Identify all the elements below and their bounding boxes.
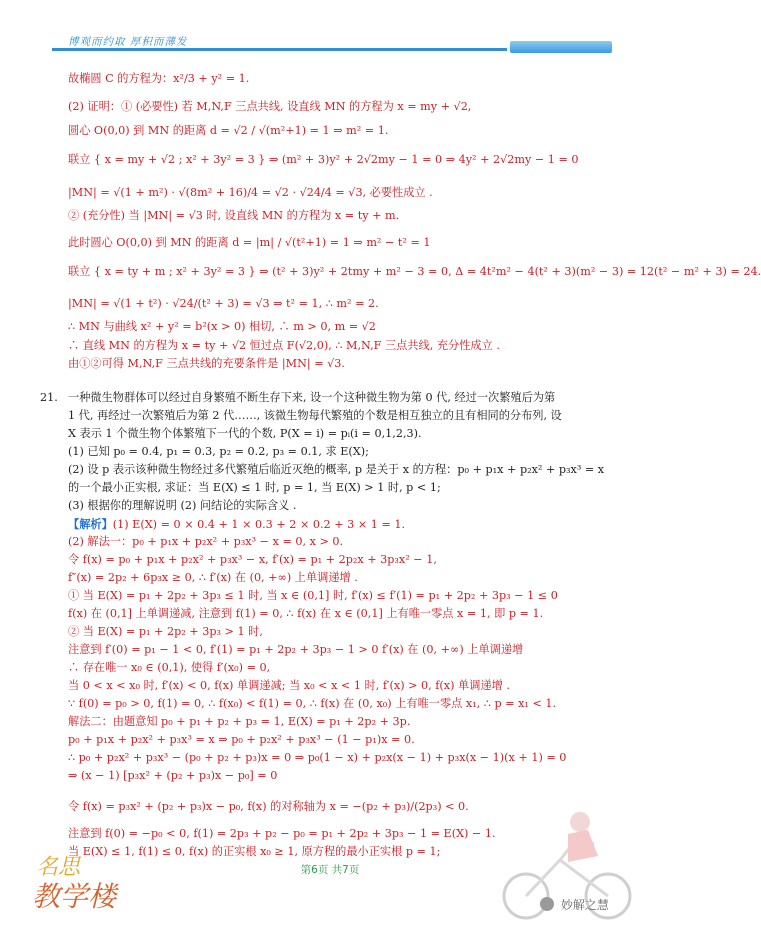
text-line-content: 1 代, 再经过一次繁殖后为第 2 代……, 该微生物每代繁殖的个数是相互独立的且有相同的分布列, 设	[68, 409, 562, 422]
text-line	[68, 265, 761, 279]
text-line-content: 一种微生物群体可以经过自身繁殖不断生存下来, 设一个这种微生物为第 0 代, 经过一次繁殖后为第	[68, 391, 556, 404]
text-line-content: |MN| = √(1 + t²) · √24/(t² + 3) = √3 ⇒ t² = 1, ∴ m² = 2.	[68, 297, 379, 310]
text-line	[68, 297, 588, 311]
analysis-tag: 【解析】	[68, 517, 113, 531]
text-line-content: 注意到 f(0) = −p₀ < 0, f(1) = 2p₃ + p₂ − p₀ = p₁ + 2p₂ + 3p₃ − 1 = E(X) − 1.	[68, 827, 496, 840]
text-line	[68, 607, 588, 621]
text-line	[68, 697, 588, 711]
text-line-content: (1) E(X) = 0 × 0.4 + 1 × 0.3 + 2 × 0.2 + 3 × 1 = 1.	[112, 518, 406, 531]
text-line-content: ② 当 E(X) = p₁ + 2p₂ + 3p₃ > 1 时,	[68, 625, 263, 638]
text-line	[68, 553, 588, 567]
text-line-content: 由①②可得 M,N,F 三点共线的充要条件是 |MN| = √3.	[68, 357, 345, 370]
text-line	[68, 499, 588, 513]
text-line-content: 联立 { x = ty + m ; x² + 3y² = 3 } ⇒ (t² + 3)y² + 2tmy + m² − 3 = 0, Δ = 4t²m² − 4(t² + 3)(m² − 3) = 12(t² − m² + 3) = 24.	[68, 265, 761, 278]
text-line-content: (2) 证明：① (必要性) 若 M,N,F 三点共线, 设直线 MN 的方程为 x = my + √2,	[68, 100, 472, 113]
text-line-content: (2) 设 p 表示该种微生物经过多代繁殖后临近灭绝的概率, p 是关于 x 的方程：p₀ + p₁x + p₂x² + p₃x³ = x	[68, 463, 605, 476]
text-line-content: 联立 { x = my + √2 ; x² + 3y² = 3 } ⇒ (m² + 3)y² + 2√2my − 1 = 0 ⇒ 4y² + 2√2my − 1 = 0	[68, 153, 579, 166]
text-line-content: f″(x) = 2p₂ + 6p₃x ≥ 0, ∴ f′(x) 在 (0, +∞) 上单调递增 .	[68, 571, 358, 584]
text-line	[68, 679, 588, 693]
text-line-content: |MN| = √(1 + m²) · √(8m² + 16)/4 = √2 · √24/4 = √3, 必要性成立 .	[68, 186, 433, 199]
text-line	[68, 535, 588, 549]
text-line	[68, 643, 588, 657]
text-line-content: ∴ MN 与曲线 x² + y² = b²(x > 0) 相切, ∴ m > 0, m = √2	[68, 320, 376, 333]
text-line	[68, 339, 588, 353]
text-line-content: 当 0 < x < x₀ 时, f′(x) < 0, f(x) 单调递减; 当 x₀ < x < 1 时, f′(x) > 0, f(x) 单调递增 .	[68, 679, 510, 692]
text-line	[68, 427, 588, 441]
text-line	[68, 661, 588, 675]
text-line-content: ∴ 存在唯一 x₀ ∈ (0,1), 使得 f′(x₀) = 0,	[68, 661, 271, 674]
text-line-content: (3) 根据你的理解说明 (2) 问结论的实际含义 .	[68, 499, 297, 512]
page-footer: 第6页 共7页	[300, 864, 360, 876]
question-number: 21.	[40, 391, 58, 404]
text-line-content: 令 f(x) = p₃x² + (p₂ + p₃)x − p₀, f(x) 的对称轴为 x = −(p₂ + p₃)/(2p₃) < 0.	[68, 800, 469, 813]
text-line-content: X 表示 1 个微生物个体繁殖下一代的个数, P(X = i) = pᵢ(i = 0,1,2,3).	[68, 427, 422, 440]
text-line-content: 注意到 f′(0) = p₁ − 1 < 0, f′(1) = p₁ + 2p₂ + 3p₃ − 1 > 0 f′(x) 在 (0, +∞) 上单调递增	[68, 643, 524, 656]
text-line-content: 此时圆心 O(0,0) 到 MN 的距离 d = |m| / √(t²+1) = 1 ⇒ m² − t² = 1	[68, 236, 431, 249]
text-line	[68, 751, 588, 765]
text-line	[68, 733, 588, 747]
text-line-content: 故椭圆 C 的方程为：x²/3 + y² = 1.	[68, 72, 250, 85]
text-line-content: ⇒ (x − 1) [p₃x² + (p₂ + p₃)x − p₀] = 0	[68, 769, 278, 782]
text-line	[68, 124, 588, 138]
text-line	[68, 100, 588, 114]
text-line	[68, 72, 588, 86]
text-line-content: 解法二：由题意知 p₀ + p₁ + p₂ + p₃ = 1, E(X) = p₁ + 2p₂ + 3p.	[68, 715, 411, 728]
text-line-content: ① 当 E(X) = p₁ + 2p₂ + 3p₃ ≤ 1 时, 当 x ∈ (0,1] 时, f′(x) ≤ f′(1) = p₁ + 2p₂ + 3p₃ − 1 ≤ 0	[68, 589, 558, 602]
page-header	[52, 34, 612, 48]
text-line	[68, 463, 605, 477]
text-line-content: p₀ + p₁x + p₂x² + p₃x³ = x ⇒ p₀ + p₂x² + p₃x³ − (1 − p₁)x = 0.	[68, 733, 415, 746]
text-line	[68, 481, 588, 495]
text-line	[68, 769, 588, 783]
text-line	[68, 391, 588, 405]
text-line-content: 当 E(X) ≤ 1, f(1) ≤ 0, f(x) 的正实根 x₀ ≥ 1, 原方程的最小正实根 p = 1;	[68, 845, 441, 858]
text-line	[68, 715, 588, 729]
header-slogan: 博观而约取 厚积而薄发	[68, 36, 188, 48]
header-decoration	[510, 41, 612, 53]
text-line-content: 令 f(x) = p₀ + p₁x + p₂x² + p₃x³ − x, f′(x) = p₁ + 2p₂x + 3p₃x² − 1,	[68, 553, 437, 566]
text-line	[68, 445, 588, 459]
wechat-icon	[540, 897, 554, 911]
text-line-content: (2) 解法一：p₀ + p₁x + p₂x² + p₃x³ − x = 0, x > 0.	[68, 535, 344, 548]
text-line-content: ∴ 直线 MN 的方程为 x = ty + √2 恒过点 F(√2,0), ∴ M,N,F 三点共线, 充分性成立 .	[68, 339, 500, 352]
text-line	[68, 186, 588, 200]
text-line-content: f(x) 在 (0,1] 上单调递减, 注意到 f(1) = 0, ∴ f(x) 在 x ∈ (0,1] 上有唯一零点 x = 1, 即 p = 1.	[68, 607, 544, 620]
text-line-content: 圆心 O(0,0) 到 MN 的距离 d = √2 / √(m²+1) = 1 ⇒ m² = 1.	[68, 124, 389, 137]
text-line	[68, 236, 588, 250]
text-line	[68, 517, 588, 532]
text-line-content: (1) 已知 p₀ = 0.4, p₁ = 0.3, p₂ = 0.2, p₃ = 0.1, 求 E(X);	[68, 445, 369, 458]
text-line	[68, 209, 588, 223]
text-line-content: ② (充分性) 当 |MN| = √3 时, 设直线 MN 的方程为 x = ty + m.	[68, 209, 400, 222]
text-line	[68, 409, 588, 423]
text-line	[68, 571, 588, 585]
watermark-label: 妙解之慧	[540, 896, 609, 913]
text-line	[68, 320, 588, 334]
svg-text:教学楼: 教学楼	[32, 880, 117, 913]
svg-text:名思: 名思	[36, 855, 81, 880]
text-line-content: 的一个最小正实根, 求证：当 E(X) ≤ 1 时, p = 1, 当 E(X) > 1 时, p < 1;	[68, 481, 441, 494]
text-line	[68, 589, 588, 603]
text-line-content: ∵ f(0) = p₀ > 0, f(1) = 0, ∴ f(x₀) < f(1) = 0, ∴ f(x) 在 (0, x₀) 上有唯一零点 x₁, ∴ p = x₁ < 1.	[68, 697, 557, 710]
text-line-content: ∴ p₀ + p₂x² + p₃x³ − (p₀ + p₂ + p₃)x = 0 ⇒ p₀(1 − x) + p₂x(x − 1) + p₃x(x − 1)(x + 1) = 0	[68, 751, 567, 764]
brand-logo	[28, 846, 128, 916]
text-line	[68, 357, 588, 371]
text-line	[68, 153, 588, 167]
text-line	[68, 625, 588, 639]
header-rule	[52, 48, 507, 51]
